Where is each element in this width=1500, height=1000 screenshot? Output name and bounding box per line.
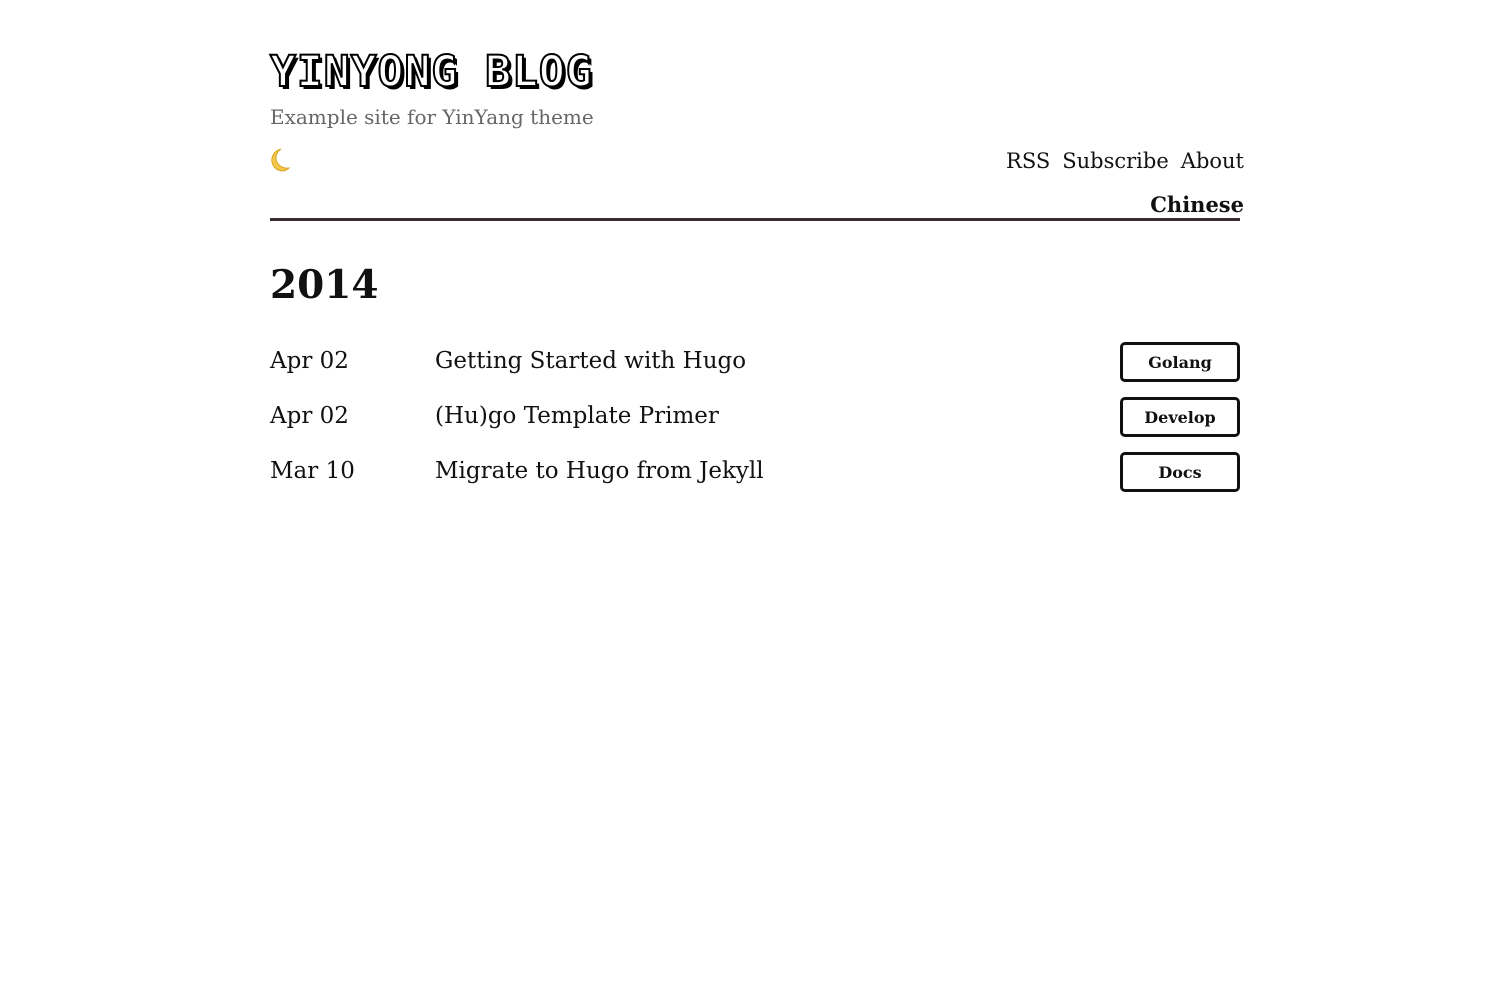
post-title-link[interactable]: Getting Started with Hugo (435, 348, 747, 374)
post-tag-button[interactable]: Docs (1120, 452, 1240, 492)
theme-toggle-button[interactable] (266, 146, 292, 174)
header-divider (270, 218, 1240, 221)
nav-item-about[interactable]: About (1180, 149, 1244, 173)
list-item (270, 451, 1240, 506)
post-tag-button[interactable]: Golang (1120, 342, 1240, 382)
nav-item-rss[interactable]: RSS (1006, 149, 1051, 173)
list-item (270, 396, 1240, 451)
post-list (270, 341, 1240, 506)
year-heading: 2014 (270, 262, 379, 308)
main-nav (1006, 145, 1244, 177)
post-title-link[interactable]: Migrate to Hugo from Jekyll (435, 458, 764, 484)
post-title-link[interactable]: (Hu)go Template Primer (435, 403, 719, 429)
post-tag-button[interactable]: Develop (1120, 397, 1240, 437)
site-title[interactable]: YINYONG BLOG (270, 47, 593, 97)
nav-item-subscribe[interactable]: Subscribe (1062, 149, 1169, 173)
post-date: Mar 10 (270, 458, 355, 484)
post-date: Apr 02 (270, 403, 349, 429)
site-subtitle: Example site for YinYang theme (270, 105, 594, 129)
language-switch-link[interactable]: Chinese (1150, 192, 1244, 217)
post-date: Apr 02 (270, 348, 349, 374)
crescent-moon-icon (266, 146, 292, 174)
list-item (270, 341, 1240, 396)
